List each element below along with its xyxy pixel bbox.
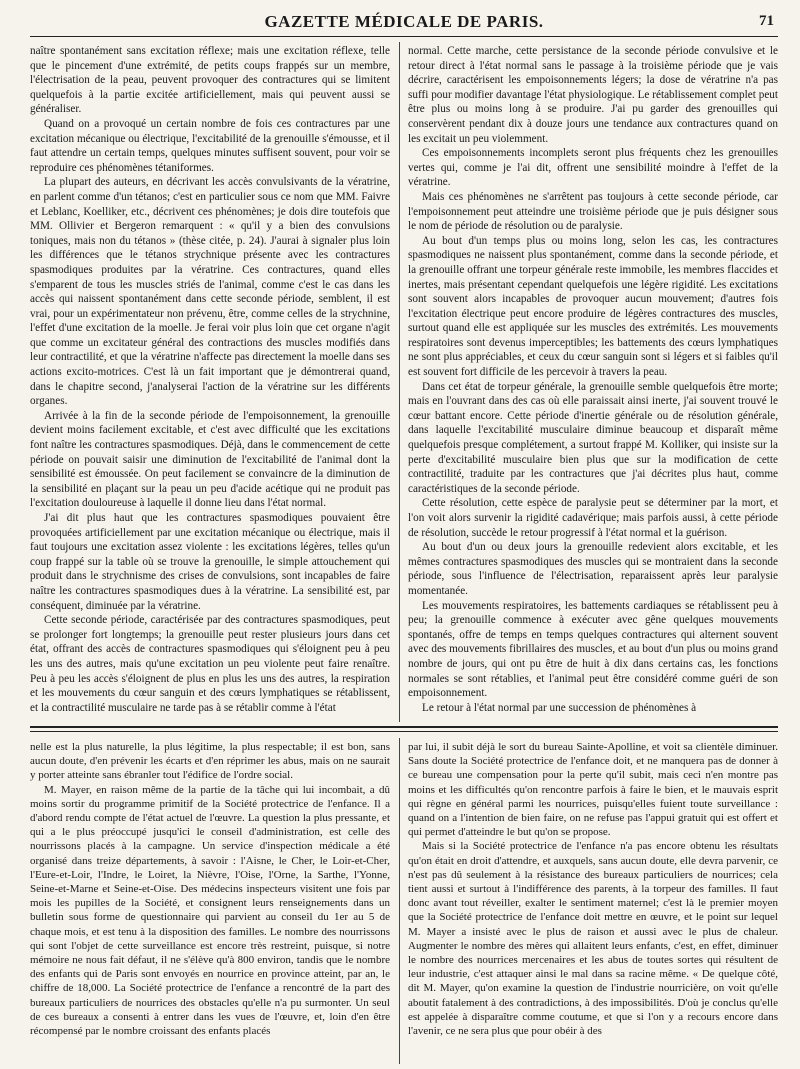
feuilleton-column-right	[408, 740, 778, 1062]
paragraph: J'ai dit plus haut que les contractures spasmodiques pouvaient être provoquées artificiellement par une excitation mécanique ou électrique, mais il faut toujours une excitation assez violente : les excitations légères, telles qu'un coup frappé sur la table où se trouve la grenouille, le simple attouchement qui produit dans le strychnisme des crises de convulsions, sont incapables de faire naître les contractures spasmodiques dues à la vératrine. La sensibilité est, par conséquent, diminuée par la vératrine.	[30, 512, 390, 612]
column-divider-top	[399, 42, 400, 722]
paragraph: Dans cet état de torpeur générale, la grenouille semble quelquefois être morte; mais en l'ouvrant dans des cas où elle paraissait ainsi inerte, j'ai souvent trouvé le cœur battant encore. Cette période d'inertie générale ou de résolution générale, dans laquelle l'excitabilité musculaire diminue beaucoup et disparaît même quelquefois presque complétement, a surtout frappé M. Kolliker, qui insiste sur la perte d'excitabilité musculaire bien plus que sur la modification de cette contractilité, traduite par les contractures que j'ai décrites plus haut, comme caractéristiques de la seconde période.	[408, 380, 778, 495]
paragraph: normal. Cette marche, cette persistance de la seconde période convulsive et le retour direct à l'état normal sans le passage à la troisième période que je vais décrire, caractérisent les empoisonnements légers; la dose de vératrine n'a pas suffi pour modifier davantage l'état physiologique. Le rétablissement complet peut être plus ou moins long à se produire. J'ai pu garder des grenouilles qui conservèrent pendant dix à douze jours une tendance aux contractures quand on les excitait un peu violemment.	[408, 45, 778, 145]
paragraph: Au bout d'un temps plus ou moins long, selon les cas, les contractures spasmodiques ne naissent plus spontanément, comme dans la seconde période, et la grenouille offrant une torpeur générale reste immobile, les membres flaccides et inertes, mais présentant cependant quelquefois une légère rigidité. Les excitations sont souvent alors incapables de provoquer aucun mouvement; d'autres fois l'excitation électrique peut encore produire de légères contractures des muscles, surtout quand elle est appliquée sur les muscles des extrémités. Les mouvements respiratoires sont devenus imperceptibles; les battements des cœurs lymphatiques ne sont plus appréciables, et ceux du cœur sanguin sont si légers et si faibles qu'il est souvent fort difficile de les percevoir à travers la peau.	[408, 234, 778, 379]
paragraph: M. Mayer, en raison même de la partie de la tâche qui lui incombait, a dû moins sortir du programme primitif de la Société protectrice de l'enfance. Il a d'abord rendu compte de l'état actuel de l'œuvre. La question la plus pressante, et qui a le plus préoccupé jusqu'ici le conseil d'administration, est celle des nourrissons placés à la campagne. Un service d'inspection médicale a été organisé dans treize départements, à savoir : l'Aisne, le Cher, le Loir-et-Cher, l'Eure-et-Loir, l'Indre, le Loiret, la Nièvre, l'Oise, l'Orne, la Sarthe, l'Yonne, Seine-et-Marne et Seine-et-Oise. Des médecins inspecteurs visitent une fois par mois les pupilles de la Société, et consignent leurs renseignements dans un bulletin sous forme de questionnaire qui parvient au conseil du 1er au 5 de chaque mois, et est tenu à la disposition des familles. Le nombre des nourrissons qui sont l'objet de cette surveillance est encore très restreint, puisque, si notre mémoire ne nous fait défaut, il ne s'élève qu'à 800 environ, tandis que le nombre des enfants qui de Paris sont envoyés en nourrice en province atteint, par an, le chiffre de 18,000. La Société protectrice de l'enfance a rencontré de la part des bureaux particuliers de nourrices des obstacles qu'elle n'a pu surmonter. Un seul de ces bureaux a consenti à entrer dans les vues de l'œuvre, et, loin d'en être récompensé par le nombre croissant des enfants placés	[30, 783, 390, 1038]
paragraph: Cette résolution, cette espèce de paralysie peut se déterminer par la mort, et l'on voit alors survenir la rigidité cadavérique; mais parfois aussi, à cette période de résolution, succède le retour progressif à l'état normal et la guérison.	[408, 497, 778, 539]
feuilleton-column-left	[30, 740, 390, 1062]
section-divider-secondary	[30, 731, 778, 732]
paragraph: Le retour à l'état normal par une succession de phénomènes à	[422, 701, 697, 714]
paragraph: Au bout d'un ou deux jours la grenouille redevient alors excitable, et les mêmes contractures spasmodiques des muscles qui se montraient dans la seconde période, sous l'influence de l'électrisation, reparaissent après leur paralysie momentanée.	[408, 541, 778, 597]
article-column-right	[408, 44, 778, 720]
article-column-left	[30, 44, 390, 720]
column-divider-bottom	[399, 738, 400, 1064]
paragraph: Les mouvements respiratoires, les battements cardiaques se rétablissent peu à peu; la grenouille commence à exécuter avec gêne quelques mouvements spontanés, offre de temps en temps quelques contractures qui alternent souvent avec des mouvements fibrillaires des muscles, et au bout d'un plus ou moins grand nombre de jours, qui ont pu être de huit à dix dans certains cas, les fonctions normales se sont rétablies, et l'animal peut être considéré comme guéri de son empoisonnement.	[408, 599, 778, 700]
paragraph: Cette seconde période, caractérisée par des contractures spasmodiques, peut se prolonger fort longtemps; la grenouille peut rester plusieurs jours dans cet état, offrant des accès de contractures spasmodiques qui s'éloignent peu à peu les uns des autres, mais qu'une excitation un peu violente peut faire renaître. Peu à peu les accès s'éloignent de plus en plus les uns des autres, la respiration et les mouvements du cœur sanguin et des cœurs lymphatiques se rétablissent, et la contractilité musculaire ne tarde pas à se rétablir comme à l'état	[30, 614, 390, 714]
page-header	[30, 8, 778, 37]
paragraph: Ces empoisonnements incomplets seront plus fréquents chez les grenouilles vertes qui, comme je l'ai dit, offrent une sensibilité moindre à l'effet de la vératrine.	[408, 147, 778, 189]
section-divider	[30, 726, 778, 728]
page-number: 71	[759, 13, 774, 29]
paragraph: par lui, il subit déjà le sort du bureau Sainte-Apolline, et voit sa clientèle diminuer. Sans doute la Société protectrice de l'enfance doit, et ne manquera pas de donner à ce bureau une compensation pour la perte qu'il subit, mais ceci n'en montre pas moins et les difficultés qu'on rencontre parfois à faire le bien, et le mauvais esprit qui règne en général parmi les nourrices, puisqu'elles fuient toute surveillance : quand on a l'intention de bien faire, on ne refuse pas l'appui gratuit qui est offert et qui permet d'atteindre le but qu'on se propose.	[408, 741, 778, 839]
paragraph: Quand on a provoqué un certain nombre de fois ces contractures par une excitation mécanique ou électrique, l'excitabilité de la grenouille s'émousse, et il faut attendre un certain temps, quelques minutes suffisent souvent, pour voir se reproduire ces phénomènes tétaniformes.	[30, 117, 390, 174]
paragraph: Mais ces phénomènes ne s'arrêtent pas toujours à cette seconde période, car l'empoisonnement peut atteindre une troisième période que je puis désigner sous le nom de période de résolution ou de paralysie.	[408, 190, 778, 233]
paragraph: nelle est la plus naturelle, la plus légitime, la plus respectable; il est bon, sans aucun doute, d'en prévenir les écarts et d'en réprimer les abus, mais on ne saurait y porter atteinte sans ébranler tout l'édifice de l'ordre social.	[30, 741, 390, 782]
paragraph: Mais si la Société protectrice de l'enfance n'a pas encore obtenu les résultats qu'on était en droit d'attendre, et auxquels, sans aucun doute, elle devra parvenir, ce n'est pas dû seulement à la résistance des bureaux particuliers de nourrices; cela tient aussi et surtout à l'indifférence des parents, à la torpeur des familles. Il faut donc avant tout réveiller, exalter le sentiment maternel; c'est là le premier moyen que la Société protectrice de l'enfance doit mettre en œuvre, et le point sur lequel M. Mayer a insisté avec le plus de raison et aussi avec le plus de chaleur. Augmenter le nombre des mères qui allaitent leurs enfants, c'est, en effet, diminuer le nombre des nourrices mercenaires et les abus de toutes sortes qui résultent de leur industrie, c'est attaquer ainsi le mal dans sa racine même. « De quelque côté, dit M. Mayer, qu'on examine la question de l'industrie nourricière, on voit qu'elle aboutit fatalement à des contradictions, à des impossibilités. D'où je conclus qu'elle est appelée à disparaître comme coutume, et que si l'on y a recours encore dans l'avenir, ce ne sera plus que pour obéir à des	[408, 840, 778, 1038]
paragraph: La plupart des auteurs, en décrivant les accès convulsivants de la vératrine, en parlent comme d'un tétanos; c'est en particulier sous ce nom que MM. Faivre et Leblanc, Koelliker, etc., décrivent ces phénomènes; je dois dire toutefois que MM. Ollivier et Bergeron remarquent : « qu'il y a bien des convulsions toniques, mais non du tétanos » (thèse citée, p. 24). J'aurai à signaler plus loin les différences que le tétanos strychnique présente avec les contractures spasmodiques produites par la vératrine. Ces contractures, quand elles s'emparent de tous les muscles striés de l'animal, comme c'est le cas dans les accès qui naissent spontanément dans cette seconde période, semblent, il est vrai, pour un expérimentateur non prévenu, être, comme celles de la strychnine, l'effet d'une excitation de la moelle. Je ferai voir plus loin que cet organe n'agit que comme un excitateur général des contractions des muscles modifiés dans leur contractilité, et que la vératrine n'affecte pas directement la moelle dans ses actions excito-motrices. C'est là un fait important que je démontrerai quand, dans le chapitre second, j'analyserai l'action de la vératrine sur les différents organes.	[30, 176, 390, 408]
paragraph: naître spontanément sans excitation réflexe; mais une excitation réflexe, telle que le pincement d'une extrémité, de petits coups frappés sur un membre, l'électrisation de la peau, peuvent provoquer des contractures qui se limitent quelquefois à la partie excitée artificiellement, mais qui peuvent aussi se généraliser.	[30, 45, 390, 116]
journal-title: GAZETTE MÉDICALE DE PARIS.	[264, 12, 544, 31]
paragraph: Arrivée à la fin de la seconde période de l'empoisonnement, la grenouille devient moins facilement excitable, et c'est avec difficulté que les excitations font naître les contractures spasmodiques. Déjà, dans le commencement de cette période on pouvait saisir une diminution de l'excitabilité de l'animal dont la sensibilité est émoussée. On peut facilement se convaincre de la diminution de la sensibilité en plaçant sur la peau un peu d'acide acétique qui ne produit pas l'excitation douloureuse à laquelle il donne lieu dans l'état normal.	[30, 409, 390, 510]
